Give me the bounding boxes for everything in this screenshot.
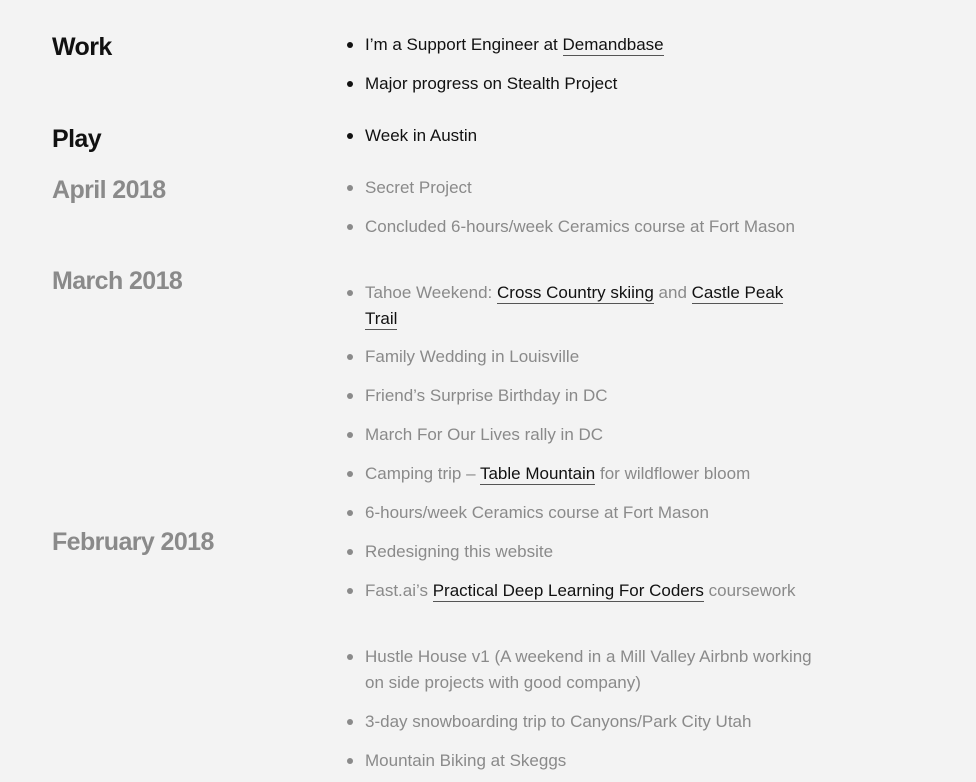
item-text: 3-day snowboarding trip to Canyons/Park City Utah (365, 712, 752, 731)
bullet-icon (347, 393, 353, 399)
bullet-icon (347, 133, 353, 139)
bullet-icon (347, 758, 353, 764)
bullet-icon (347, 432, 353, 438)
item-text: Fast.ai’s (365, 581, 433, 600)
item-text: 6-hours/week Ceramics course at Fort Mason (365, 503, 709, 522)
item-text: Hustle House v1 (A weekend in a Mill Valley Airbnb working on side projects with good company) (365, 647, 812, 692)
list-item-week-austin (347, 123, 817, 149)
demandbase-link[interactable]: Demandbase (562, 35, 664, 54)
list-item-redesign (347, 539, 817, 565)
list-item-ceramics-concluded (347, 214, 817, 240)
bullet-icon (347, 290, 353, 296)
section-heading-april-2018: April 2018 (52, 176, 166, 204)
item-text: Mountain Biking at Skeggs (365, 751, 567, 770)
item-text: Concluded 6-hours/week Ceramics course at Fort Mason (365, 217, 795, 236)
bullet-icon (347, 354, 353, 360)
section-heading-february-2018: February 2018 (52, 528, 214, 556)
item-text: I’m a Support Engineer at (365, 35, 563, 54)
bullet-icon (347, 42, 353, 48)
list-item-ceramics-course (347, 500, 817, 526)
item-text: coursework (703, 581, 796, 600)
list-item-support-engineer (347, 32, 817, 58)
item-text: March For Our Lives rally in DC (365, 425, 604, 444)
item-text: Secret Project (365, 178, 472, 197)
list-item-snowboarding (347, 709, 817, 735)
bullet-icon (347, 549, 353, 555)
item-text: Friend’s Surprise Birthday in DC (365, 386, 608, 405)
bullet-icon (347, 471, 353, 477)
list-item-stealth-project (347, 71, 817, 97)
bullet-icon (347, 81, 353, 87)
list-item-hustle-house (347, 644, 817, 696)
list-item-fastai (347, 578, 817, 604)
item-text: Redesigning this website (365, 542, 554, 561)
item-text: for wildflower bloom (595, 464, 751, 483)
list-item-secret-project (347, 175, 817, 201)
list-item-family-wedding (347, 344, 817, 370)
bullet-icon (347, 719, 353, 725)
list-item-camping-trip (347, 461, 817, 487)
list-item-friend-birthday (347, 383, 817, 409)
table-mountain-link[interactable]: Table Mountain (479, 464, 596, 483)
castle-peak-trail-link[interactable]: Castle Peak Trail (365, 283, 784, 328)
bullet-icon (347, 588, 353, 594)
practical-deep-learning-link[interactable]: Practical Deep Learning For Coders (432, 581, 704, 600)
section-heading-play: Play (52, 125, 102, 153)
section-heading-march-2018: March 2018 (52, 267, 183, 295)
bullet-icon (347, 185, 353, 191)
item-text: and (653, 283, 692, 302)
item-text: Major progress on Stealth Project (365, 74, 618, 93)
cross-country-skiing-link[interactable]: Cross Country skiing (497, 283, 654, 302)
item-text: Week in Austin (365, 126, 478, 145)
list-item-march-rally (347, 422, 817, 448)
item-text: Tahoe Weekend: (365, 283, 497, 302)
bullet-icon (347, 510, 353, 516)
list-item-tahoe-weekend (347, 280, 817, 332)
bullet-icon (347, 224, 353, 230)
list-item-mountain-biking (347, 748, 817, 774)
item-text: Family Wedding in Louisville (365, 347, 580, 366)
section-heading-work: Work (52, 33, 112, 61)
bullet-icon (347, 654, 353, 660)
item-text: Camping trip – (365, 464, 480, 483)
